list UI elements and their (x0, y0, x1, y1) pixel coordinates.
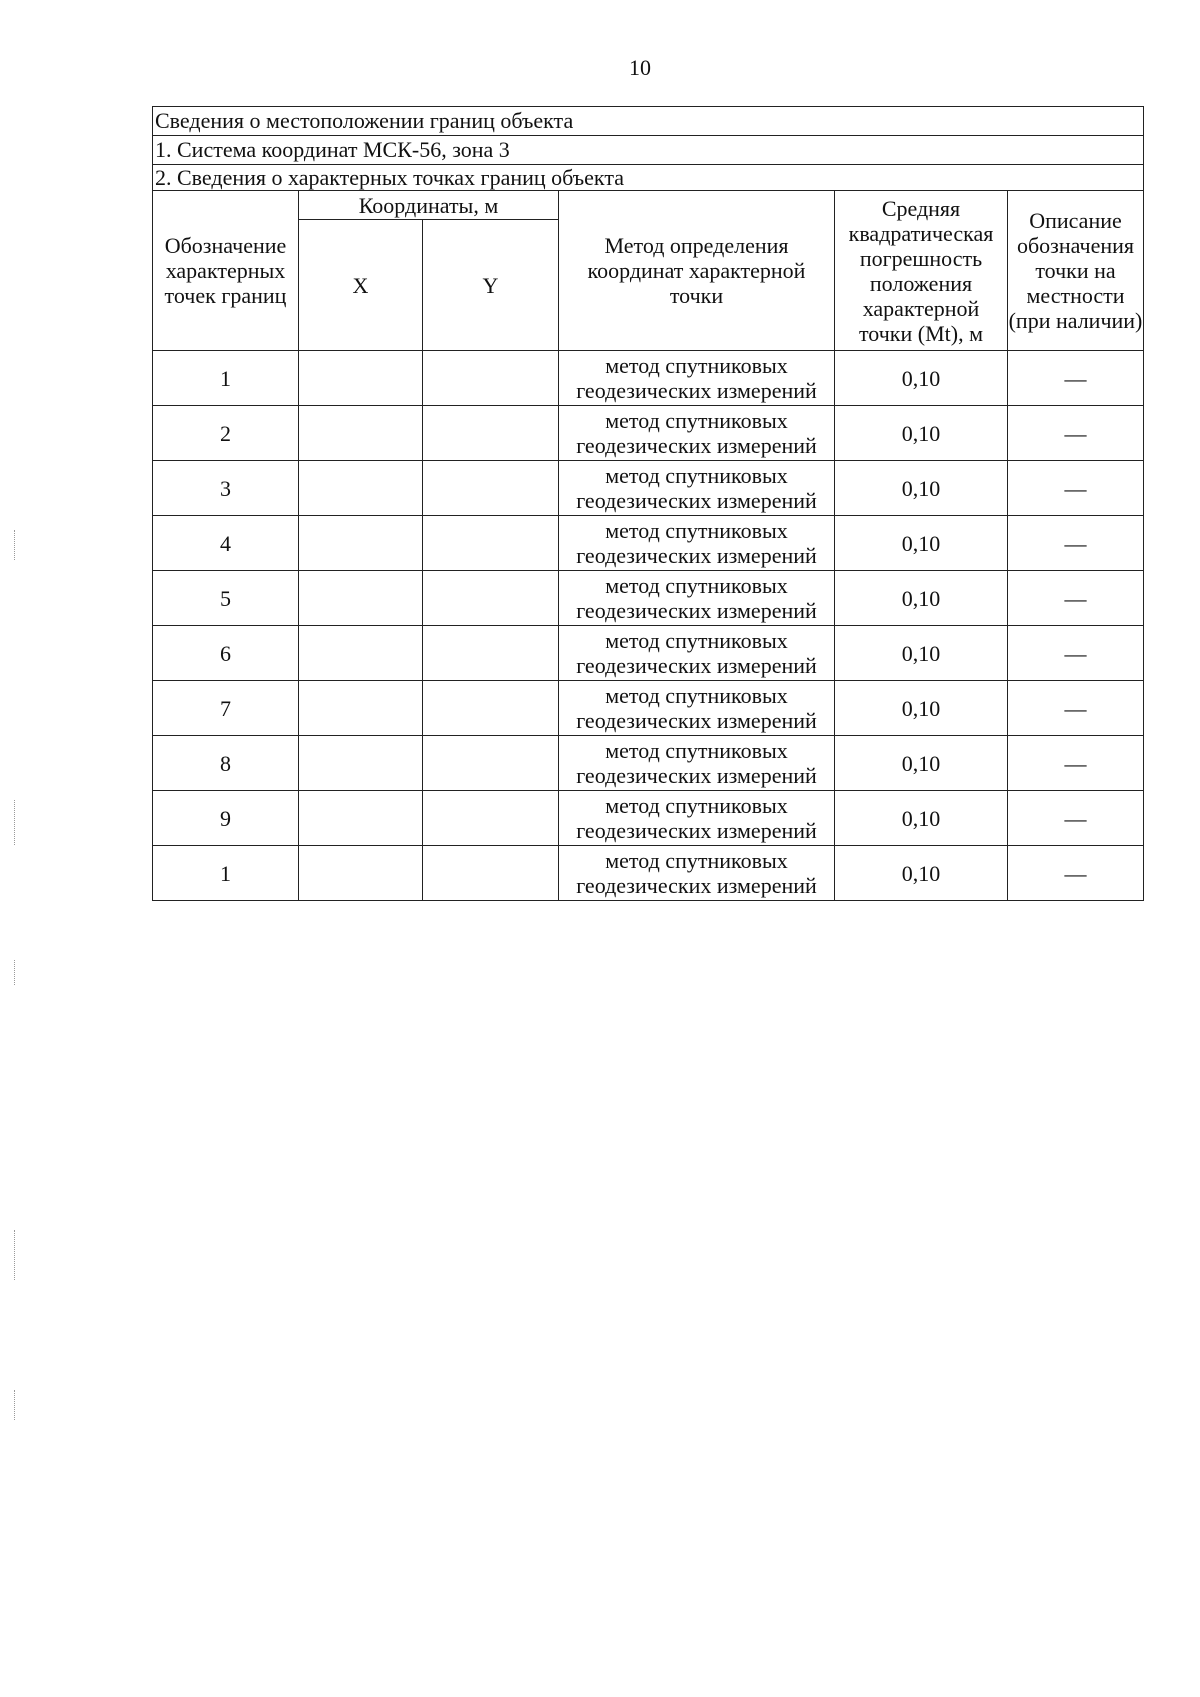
header-coordinates: Координаты, м (299, 191, 559, 220)
coord-y (423, 846, 559, 901)
coord-y (423, 791, 559, 846)
header-method: Метод определения координат характерной точки (559, 191, 835, 351)
point-number: 8 (153, 736, 299, 791)
points-title-row (153, 165, 1144, 191)
description-cell: — (1008, 461, 1144, 516)
accuracy-cell: 0,10 (835, 461, 1008, 516)
point-number: 2 (153, 406, 299, 461)
coord-y (423, 681, 559, 736)
accuracy-cell: 0,10 (835, 681, 1008, 736)
method-cell: метод спутниковых геодезических измерений (559, 351, 835, 406)
point-number: 9 (153, 791, 299, 846)
points-title: 2. Сведения о характерных точках границ объекта (153, 165, 1144, 191)
method-cell: метод спутниковых геодезических измерений (559, 681, 835, 736)
method-cell: метод спутниковых геодезических измерений (559, 406, 835, 461)
coord-x (299, 351, 423, 406)
coord-y (423, 626, 559, 681)
header-accuracy: Средняя квадратическая погрешность положения характерной точки (Mt), м (835, 191, 1008, 351)
margin-mark (14, 1390, 17, 1420)
accuracy-cell: 0,10 (835, 791, 1008, 846)
method-cell: метод спутниковых геодезических измерений (559, 626, 835, 681)
table-row (153, 681, 1144, 736)
coord-y (423, 571, 559, 626)
margin-mark (14, 960, 17, 985)
coord-x (299, 791, 423, 846)
boundary-points-table (152, 106, 1144, 901)
header-row-1 (153, 191, 1144, 220)
margin-mark (14, 530, 17, 560)
accuracy-cell: 0,10 (835, 571, 1008, 626)
accuracy-cell: 0,10 (835, 846, 1008, 901)
point-number: 3 (153, 461, 299, 516)
accuracy-cell: 0,10 (835, 406, 1008, 461)
method-cell: метод спутниковых геодезических измерений (559, 846, 835, 901)
margin-mark (14, 1230, 17, 1280)
point-number: 6 (153, 626, 299, 681)
section-title-row (153, 107, 1144, 136)
description-cell: — (1008, 681, 1144, 736)
coord-y (423, 351, 559, 406)
coord-x (299, 461, 423, 516)
description-cell: — (1008, 626, 1144, 681)
description-cell: — (1008, 571, 1144, 626)
accuracy-cell: 0,10 (835, 516, 1008, 571)
description-cell: — (1008, 406, 1144, 461)
table-row (153, 461, 1144, 516)
description-cell: — (1008, 846, 1144, 901)
coord-x (299, 406, 423, 461)
header-x: X (299, 220, 423, 351)
table-row (153, 626, 1144, 681)
header-y: Y (423, 220, 559, 351)
method-cell: метод спутниковых геодезических измерений (559, 461, 835, 516)
table-row (153, 791, 1144, 846)
description-cell: — (1008, 736, 1144, 791)
table-row (153, 351, 1144, 406)
coord-x (299, 681, 423, 736)
coord-y (423, 406, 559, 461)
coord-x (299, 571, 423, 626)
table-row (153, 406, 1144, 461)
point-number: 1 (153, 351, 299, 406)
coord-x (299, 626, 423, 681)
coord-y (423, 736, 559, 791)
accuracy-cell: 0,10 (835, 626, 1008, 681)
point-number: 5 (153, 571, 299, 626)
table-row (153, 736, 1144, 791)
point-number: 4 (153, 516, 299, 571)
method-cell: метод спутниковых геодезических измерений (559, 736, 835, 791)
description-cell: — (1008, 351, 1144, 406)
coord-y (423, 461, 559, 516)
coord-x (299, 846, 423, 901)
page-number: 10 (629, 55, 651, 80)
table-row (153, 516, 1144, 571)
margin-mark (14, 800, 17, 845)
table-row (153, 846, 1144, 901)
point-number: 7 (153, 681, 299, 736)
header-designation: Обозначение характерных точек границ (153, 191, 299, 351)
accuracy-cell: 0,10 (835, 351, 1008, 406)
header-description: Описание обозначения точки на местности (при наличии) (1008, 191, 1144, 351)
accuracy-cell: 0,10 (835, 736, 1008, 791)
coord-y (423, 516, 559, 571)
description-cell: — (1008, 791, 1144, 846)
coord-x (299, 516, 423, 571)
coordinate-system: 1. Система координат МСК-56, зона 3 (153, 136, 1144, 165)
point-number: 1 (153, 846, 299, 901)
section-title: Сведения о местоположении границ объекта (153, 107, 1144, 136)
coord-x (299, 736, 423, 791)
method-cell: метод спутниковых геодезических измерений (559, 516, 835, 571)
method-cell: метод спутниковых геодезических измерений (559, 791, 835, 846)
method-cell: метод спутниковых геодезических измерений (559, 571, 835, 626)
table-row (153, 571, 1144, 626)
coord-system-row (153, 136, 1144, 165)
description-cell: — (1008, 516, 1144, 571)
